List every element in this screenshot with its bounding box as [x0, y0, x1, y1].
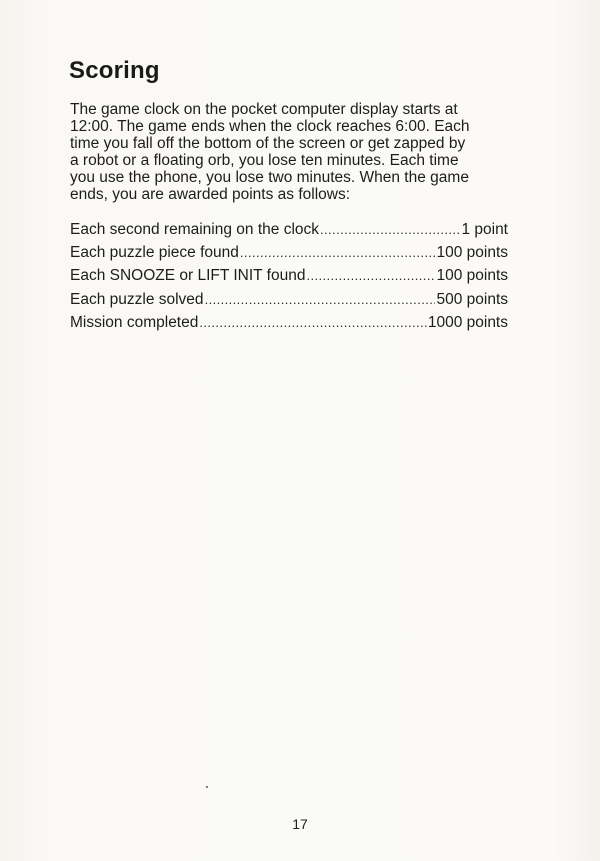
- score-points-value: 1 point: [461, 221, 508, 238]
- score-item-label: Each puzzle piece found: [70, 244, 239, 262]
- dot-leader: [205, 292, 436, 307]
- score-row: [70, 291, 508, 314]
- dot-leader: [199, 315, 426, 330]
- paragraph-line: a robot or a floating orb, you lose ten minutes. Each time: [70, 152, 459, 169]
- score-points-value: 100 points: [436, 267, 508, 285]
- score-item-label: Mission completed: [70, 313, 199, 331]
- score-points-value: 500 points: [436, 290, 508, 308]
- paragraph-line: time you fall off the bottom of the screen or get zapped by: [70, 135, 466, 152]
- paragraph-line: 12:00. The game ends when the clock reaches 6:00. Each: [70, 118, 470, 135]
- paragraph-line: ends, you are awarded points as follows:: [70, 186, 351, 203]
- score-item-label: Each second remaining on the clock: [70, 221, 320, 238]
- score-row: [70, 221, 508, 244]
- score-table: [70, 221, 508, 337]
- score-item-label: Each SNOOZE or LIFT INIT found: [70, 267, 306, 285]
- print-speck: [206, 786, 208, 788]
- score-points-value: 100 points: [436, 244, 508, 262]
- dot-leader: [320, 222, 460, 237]
- score-row: [70, 267, 508, 290]
- page-number: 17: [292, 816, 308, 832]
- score-points-value: 1000 points: [427, 313, 508, 331]
- scoring-description: [70, 101, 530, 203]
- dot-leader: [240, 245, 436, 260]
- page-title: Scoring: [69, 57, 160, 84]
- score-item-label: Each puzzle solved: [70, 290, 204, 308]
- paragraph-line: you use the phone, you lose two minutes. When the game: [70, 169, 469, 186]
- dot-leader: [306, 268, 435, 283]
- score-row: [70, 244, 508, 267]
- paragraph-line: The game clock on the pocket computer display starts at: [70, 101, 458, 118]
- score-row: [70, 314, 508, 337]
